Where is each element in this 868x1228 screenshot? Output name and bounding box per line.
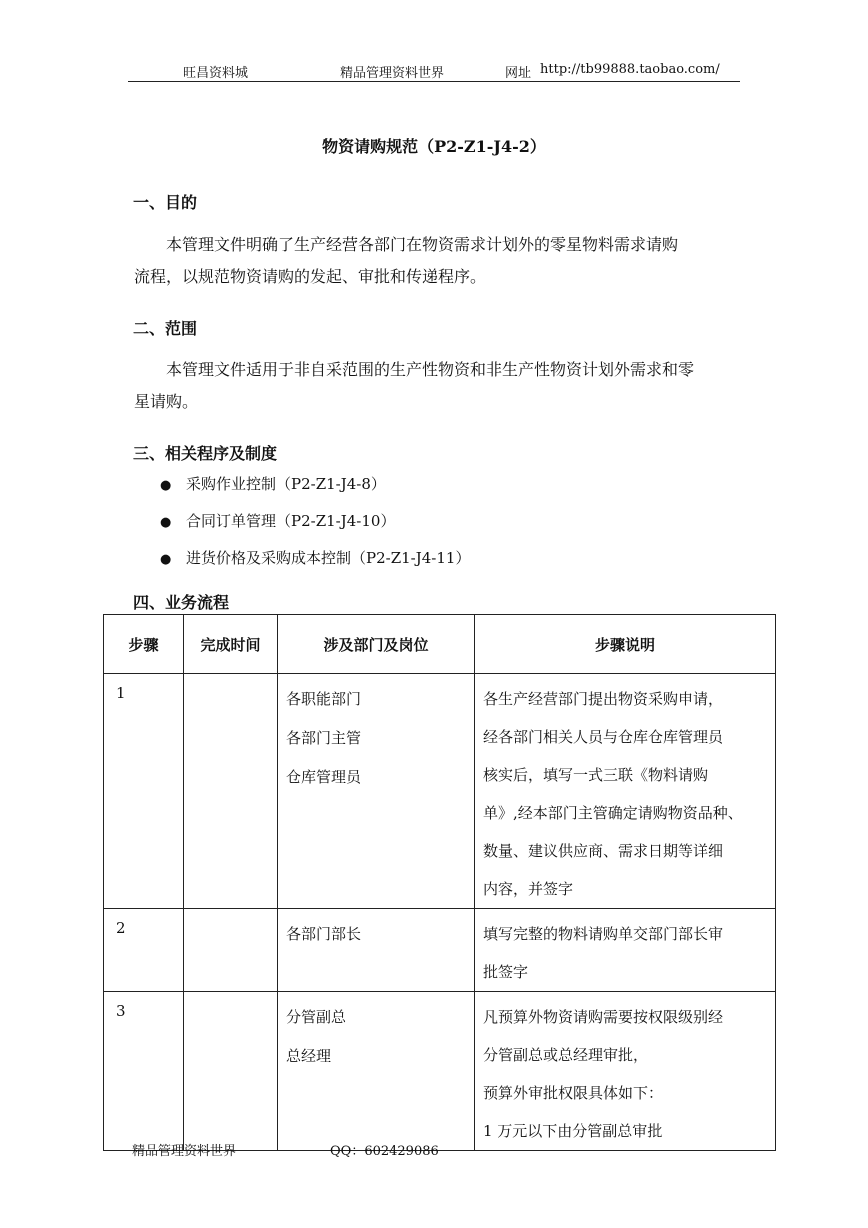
section-heading-scope: 二、范围 (133, 319, 198, 338)
description-line: 经各部门相关人员与仓库仓库管理员 (483, 728, 724, 746)
role-line: 各部门主管 (286, 729, 362, 747)
description-line: 核实后，填写一式三联《物料请购 (483, 766, 709, 784)
time-cell (184, 992, 278, 1151)
role-line: 总经理 (286, 1047, 332, 1065)
related-procedures-list (160, 470, 470, 581)
time-cell (184, 674, 278, 909)
role-line: 各职能部门 (286, 690, 362, 708)
paragraph-line: 本管理文件适用于非自采范围的生产性物资和非生产性物资计划外需求和零 (166, 360, 695, 379)
paragraph-line: 本管理文件明确了生产经营各部门在物资需求计划外的零星物料需求请购 (166, 235, 679, 254)
header-shop-name: 旺昌资料城 (183, 66, 249, 81)
paragraph-line: 流程，以规范物资请购的发起、审批和传递程序。 (134, 267, 487, 286)
roles-cell (278, 992, 475, 1151)
paragraph-line: 星请购。 (134, 392, 199, 411)
header-divider (128, 81, 740, 82)
list-item: ● 进货价格及采购成本控制（P2-Z1-J4-11） (160, 544, 470, 581)
section-body-purpose (134, 229, 744, 293)
roles-cell (278, 909, 475, 992)
column-header-time: 完成时间 (184, 615, 278, 674)
step-cell: 1 (104, 674, 184, 909)
step-cell: 2 (104, 909, 184, 992)
header-url[interactable]: http://tb99888.taobao.com/ (540, 62, 720, 77)
footer-qq: QQ：602429086 (330, 1144, 439, 1159)
description-line: 1 万元以下由分管副总审批 (483, 1122, 663, 1140)
step-cell: 3 (104, 992, 184, 1151)
section-body-scope (134, 354, 744, 418)
bullet-icon: ● (160, 552, 172, 567)
description-cell (475, 674, 776, 909)
header-site-name: 精品管理资料世界 (340, 66, 445, 81)
description-line: 数量、建议供应商、需求日期等详细 (483, 842, 724, 860)
description-line: 单》,经本部门主管确定请购物资品种、 (483, 804, 743, 822)
description-line: 填写完整的物料请购单交部门部长审 (483, 925, 724, 943)
column-header-description: 步骤说明 (475, 615, 776, 674)
bullet-icon: ● (160, 478, 172, 493)
description-line: 内容，并签字 (483, 880, 574, 898)
role-line: 仓库管理员 (286, 768, 362, 786)
description-line: 批签字 (483, 963, 529, 981)
header-url-label: 网址 (505, 66, 532, 81)
table-header-row (104, 615, 776, 674)
document-title: 物资请购规范（P2-Z1-J4-2） (322, 137, 546, 156)
description-line: 预算外审批权限具体如下： (483, 1084, 664, 1102)
column-header-step: 步骤 (104, 615, 184, 674)
list-item: ● 合同订单管理（P2-Z1-J4-10） (160, 507, 470, 544)
description-cell (475, 992, 776, 1151)
time-cell (184, 909, 278, 992)
table-row (104, 992, 776, 1151)
role-line: 分管副总 (286, 1008, 347, 1026)
section-heading-process: 四、业务流程 (133, 593, 230, 612)
roles-cell (278, 674, 475, 909)
column-header-roles: 涉及部门及岗位 (278, 615, 475, 674)
description-line: 凡预算外物资请购需要按权限级别经 (483, 1008, 724, 1026)
footer-site-name: 精品管理资料世界 (132, 1144, 237, 1159)
section-heading-related: 三、相关程序及制度 (133, 444, 278, 463)
description-cell (475, 909, 776, 992)
role-line: 各部门部长 (286, 925, 362, 943)
table-row (104, 909, 776, 992)
description-line: 各生产经营部门提出物资采购申请， (483, 690, 724, 708)
process-table (103, 614, 776, 1151)
description-line: 分管副总或总经理审批， (483, 1046, 649, 1064)
list-item: ● 采购作业控制（P2-Z1-J4-8） (160, 470, 470, 507)
section-heading-purpose: 一、目的 (133, 193, 198, 212)
table-row (104, 674, 776, 909)
bullet-icon: ● (160, 515, 172, 530)
